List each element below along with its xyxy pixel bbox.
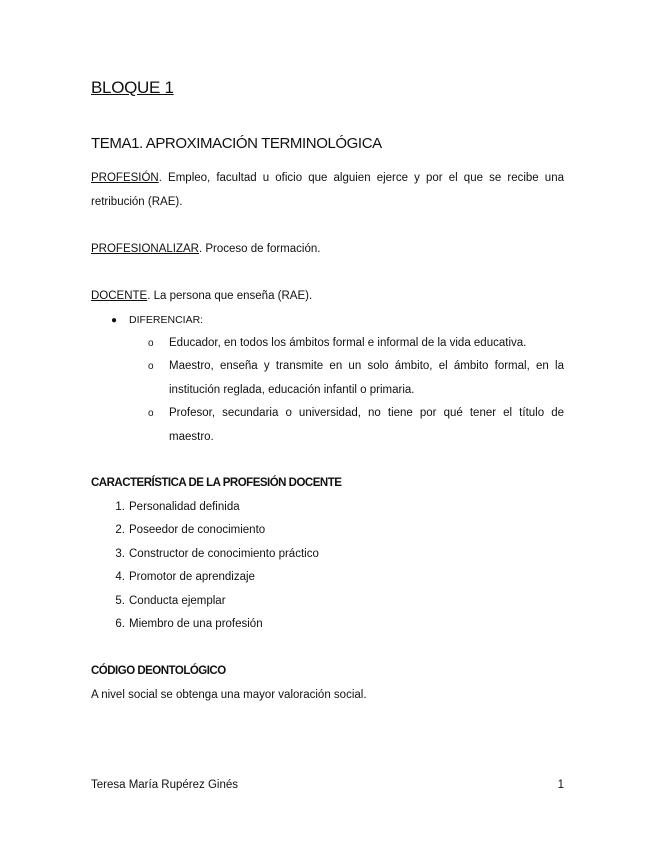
subitem-text: Profesor, secundaria o universidad, no tiene por qué tener el título de maestro.: [169, 407, 564, 443]
section-title-caracteristicas: CARACTERÍSTICA DE LA PROFESIÓN DOCENTE: [91, 477, 342, 489]
list-text: Poseedor de conocimiento: [129, 524, 266, 536]
list-number: 3.: [115, 548, 125, 560]
subitem-profesor: [148, 402, 564, 449]
list-text: Conducta ejemplar: [129, 595, 226, 607]
list-number: 4.: [115, 571, 125, 583]
paragraph-profesion: [91, 167, 564, 214]
list-text: Miembro de una profesión: [129, 618, 263, 630]
paragraph-codigo: A nivel social se obtenga una mayor valoración social.: [91, 689, 367, 701]
heading-bloque: BLOQUE 1: [91, 78, 174, 97]
list-number: 2.: [115, 524, 125, 536]
list-text: Constructor de conocimiento práctico: [129, 548, 319, 560]
subitem-maestro: [148, 355, 564, 402]
list-number: 1.: [115, 501, 125, 513]
list-text: Promotor de aprendizaje: [129, 571, 255, 583]
subitem-educador: [148, 332, 564, 356]
subitem-text: Maestro, enseña y transmite en un solo ámbito, el ámbito formal, en la institución reglada, educación infantil o primaria.: [169, 360, 564, 396]
definition-profesion: . Empleo, facultad u oficio que alguien ejerce y por el que se recibe una retribución (RAE).: [91, 172, 564, 208]
paragraph-profesionalizar: [91, 238, 564, 262]
bullet-label: DIFERENCIAR:: [129, 314, 204, 326]
footer-author: Teresa María Rupérez Ginés: [91, 779, 239, 791]
hollow-bullet-icon: o: [148, 408, 154, 419]
list-number: 6.: [115, 618, 125, 630]
term-profesionalizar: PROFESIONALIZAR: [91, 243, 199, 255]
paragraph-docente: [91, 285, 564, 309]
page-number: 1: [557, 779, 564, 791]
filled-bullet-icon: ●: [111, 315, 118, 326]
definition-docente: . La persona que enseña (RAE).: [147, 290, 313, 302]
list-text: Personalidad definida: [129, 501, 240, 513]
list-number: 5.: [115, 595, 125, 607]
section-title-codigo: CÓDIGO DEONTOLÓGICO: [91, 665, 226, 677]
term-profesion: PROFESIÓN: [91, 172, 159, 184]
term-docente: DOCENTE: [91, 290, 148, 302]
definition-profesionalizar: . Proceso de formación.: [199, 243, 321, 255]
hollow-bullet-icon: o: [148, 338, 154, 349]
subitem-text: Educador, en todos los ámbitos formal e informal de la vida educativa.: [169, 337, 527, 349]
hollow-bullet-icon: o: [148, 361, 154, 372]
heading-tema: TEMA1. APROXIMACIÓN TERMINOLÓGICA: [91, 135, 382, 152]
